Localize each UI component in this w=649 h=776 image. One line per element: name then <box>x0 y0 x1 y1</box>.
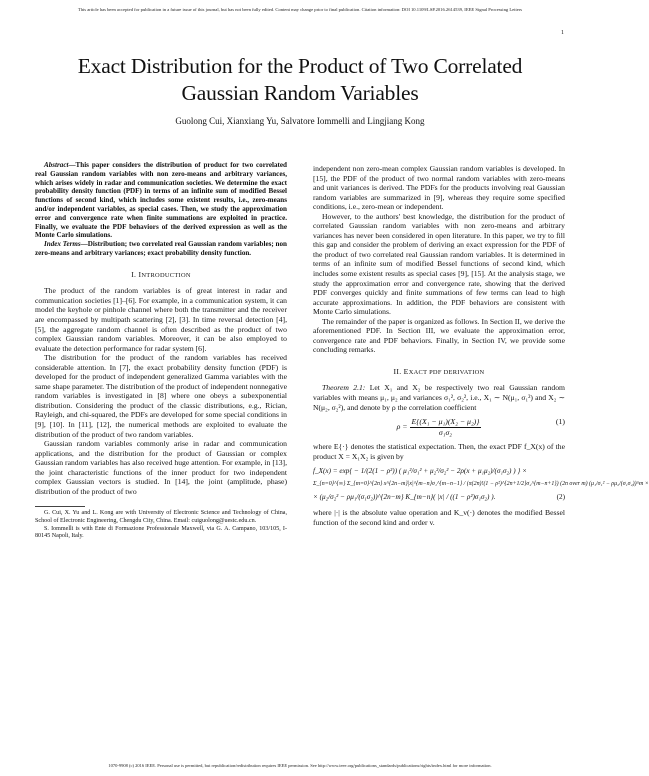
intro-paragraph-2: The distribution for the product of the random variables has received considerable attention. In [7], the exact probability density function (PDF) is developed for the product of independent generalized Gamma variables with the same shape parameter. The distribution of the product of independent nonnegative random variables is investigated in [8] where one obeys a subexponential distribution. Considering the product of the classic distributions, e.g., Rician, Rayleigh, and chi-squared, the PDFs are developed for some special conditions in [9], [10]. In [11], [12], the numerical methods are exploited to evaluate the distribution of the product of two random variables. <box>35 353 287 439</box>
publication-notice: This article has been accepted for publication in a future issue of this journal, but has not been fully edited. Content may change prior to final publication. Citation information: DOI 10.1109/LSP.2016.2614539, IEEE Signal Processing Letters <box>77 7 523 12</box>
right-paragraph-2: However, to the authors' best knowledge, the distribution for the product of correlated Gaussian random variables with non zero-means and arbitrary variances has never been considered in open literature. In this paper, we try to fill this gap and consider the problem of deriving an exact expression for the PDF of the product of two correlated real Gaussian random variables. It is determined in terms of an infinite sum of modified Bessel functions of second kind, which includes some existent results as special cases [9], [15]. At the analysis stage, we study the approximation error and convergence rate, showing that the derived PDF converges quickly and finite summations of few terms can lead to high accurate approximations. In addition, the PDF behaviors are consistent with Monte Carlo simulations. <box>313 211 565 317</box>
section-heading-introduction: I. INTRODUCTION <box>131 269 191 279</box>
abstract-label: Abstract <box>44 161 69 169</box>
footnote-divider <box>35 506 85 507</box>
after-equation-1: where E{·} denotes the statistical expectation. Then, the exact PDF f_X(x) of the product X = X₁X₂ is given by <box>313 442 565 461</box>
page-number: 1 <box>561 30 564 36</box>
equation-2 <box>313 465 649 504</box>
left-column <box>35 161 287 541</box>
right-paragraph-3: The remainder of the paper is organized as follows. In Section II, we derive the aforementioned PDF. In Section III, we evaluate the approximation error, convergence rate and PDF behaviors. Finally, in Section IV, we provide some concluding remarks. <box>313 316 565 355</box>
eq2-line-2: Σ_{n=0}^{∞} Σ_{m=0}^{2n} x^{2n−m}|x|^{m−n}σ₁^{m−n−1} / (π(2n)!(1 − ρ²)^{2n+1/2}σ₂^{m−n+1}) (2n over m) (μ₁/σ₁² − ρμ₂/(σ₁σ₂))^m × <box>313 481 649 488</box>
right-column <box>313 164 649 527</box>
index-terms-label: Index Terms <box>44 240 81 249</box>
footnote-affiliation-1: G. Cui, X. Yu and L. Kong are with University of Electronic Science and Technology of China, School of Electronic Engineering, Chengdu City, China. Email: cuiguolong@uestc.edu.cn. <box>35 510 287 524</box>
index-terms <box>35 240 287 258</box>
eq1-denominator: σ₁σ₂ <box>438 427 453 437</box>
paper-title: Exact Distribution for the Product of Two Correlated Gaussian Random Variables <box>77 54 523 105</box>
author-list: Guolong Cui, Xianxiang Yu, Salvatore Iommelli and Lingjiang Kong <box>175 116 425 126</box>
eq1-numerator: E{(X₁ − μ₁)(X₂ − μ₂)} <box>411 417 480 427</box>
abstract <box>35 161 287 240</box>
eq2-line-1: f_X(x) = exp{ − 1/(2(1 − ρ²)) ( μ₁²/σ₁² + μ₂²/σ₂² − 2ρ(x + μ₁μ₂)/(σ₁σ₂) ) } × <box>313 467 527 476</box>
theorem-statement <box>313 383 565 412</box>
footnote-affiliation-2: S. Iommelli is with Ente di Formazione Professionale Maxwell, via G. A. Campano, 103/105, I-80145 Napoli, Italy. <box>35 525 287 540</box>
eq2-line-3: × (μ₂/σ₂² − ρμ₁/(σ₁σ₂))^{2n−m} K_{m−n}( |x| / ((1 − ρ²)σ₁σ₂) ). (2) <box>313 491 565 504</box>
abstract-text: —This paper considers the distribution of product for two correlated real Gaussian random variables with non zero-means and arbitrary variances, which arises widely in radar and communication societies. We determine the exact probability density function (PDF) in terms of an infinite sum of modified Bessel functions of second kind, which includes some existent results, i.e., zero-means and/or independent variables, as special cases. Then, we study the approximation error and convergence rate when finite summations are exploited in practice. Finally, we evaluate the PDF behaviors of the derived expression as well as the Monte Carlo simulations. <box>35 161 287 240</box>
index-terms-text: —Distribution; two correlated real Gaussian random variables; non zero-means and arbitrary variances; exact probability density function. <box>35 240 287 257</box>
intro-paragraph-3: Gaussian random variables commonly arise in radar and communication applications, and the distribution for the product of Gaussian or complex Gaussian random variables has also received huge attention. For example, in [13], the joint characteristic functions of the inner product for two independent complex Gaussian vectors is studied. In [14], the joint (amplitude, phase) distribution of the product of two <box>35 439 287 496</box>
theorem-label: Theorem 2.1: <box>322 383 366 393</box>
theorem-text: Let X₁ and X₂ be respectively two real Gaussian random variables with means μ₁, μ₂ and variances σ₁², σ₂², i.e., X₁ ∼ N(μ₁, σ₁²) and X₂ ∼ N(μ₂, σ₂²), and denote by ρ the correlation coefficient <box>313 383 565 412</box>
section-heading-derivation: II. EXACT PDF DERIVATION <box>393 366 485 376</box>
eq1-number: (1) <box>555 417 565 427</box>
equation-1: ρ = $\frac{\text{E\{(X₁ − μ₁)(X₂ − μ₂)\}}}{\text{σ₁σ₂}}$ (1) <box>396 417 565 437</box>
eq2-number: (2) <box>556 493 565 502</box>
copyright-notice: 1070-9908 (c) 2016 IEEE. Personal use is permitted, but republication/redistribution requires IEEE permission. See http://www.ieee.org/publications_standards/publications/rights/index.html for more information. <box>108 763 492 768</box>
right-paragraph-1: independent non zero-mean complex Gaussian random variables is developed. In [15], the PDF of the product of two normal random variables with zero-means and unit variances is derived. The PDFs for the products involving real Gaussian random variables are summarized in [9], whereas they require some specified conditions, i.e., zero-mean or independent. <box>313 164 565 212</box>
after-equation-2: where |·| is the absolute value operation and K_v(·) denotes the modified Bessel function of the second kind and order v. <box>313 508 565 527</box>
intro-paragraph-1: The product of the random variables is of great interest in radar and communication societies [1]–[6]. For example, in a communication system, it can model the keyhole or pinhole channel where both the transmitter and the receiver are encompassed by multipath scattering [2], [3]. In time reversal detection [4], [5], the aggregate random channel is often described as the product of two complex Gaussian random variables. Moreover, it can be also employed to evaluate the detection performance for radar system [6]. <box>35 286 287 353</box>
